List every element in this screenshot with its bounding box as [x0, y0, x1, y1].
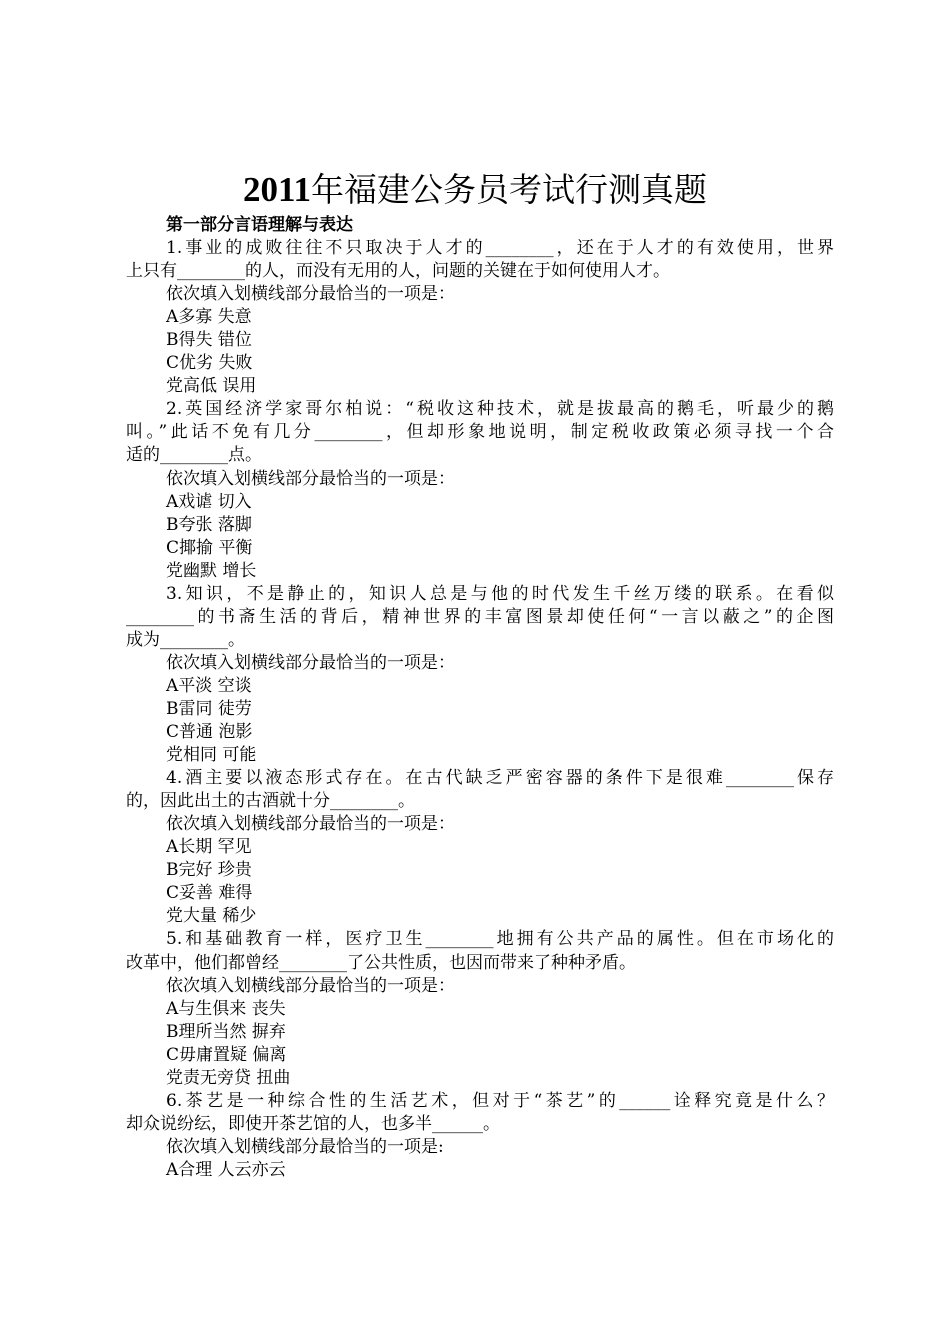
- text-line: 4.酒主要以液态形式存在。在古代缺乏严密容器的条件下是很难________保存: [166, 768, 834, 789]
- text-line: B夸张 落脚: [166, 514, 252, 535]
- title-year: 2011: [242, 170, 312, 209]
- text-line: B得失 错位: [166, 330, 252, 351]
- text-line: 依次填入划横线部分最恰当的一项是：: [166, 468, 455, 489]
- text-line: A与生俱来 丧失: [166, 998, 286, 1019]
- text-line: 依次填入划横线部分最恰当的一项是：: [166, 814, 455, 835]
- title-text: 年福建公务员考试行测真题: [311, 170, 708, 209]
- document-body: [126, 214, 834, 1182]
- text-line: C妥善 难得: [166, 883, 253, 904]
- text-line: A多寡 失意: [166, 307, 252, 328]
- text-line: 依次填入划横线部分最恰当的一项是：: [166, 652, 455, 673]
- text-line: C毋庸置疑 偏离: [166, 1044, 287, 1065]
- text-line: B完好 珍贵: [166, 860, 252, 881]
- section-heading: 第一部分言语理解与表达: [166, 215, 353, 235]
- text-line: 成为________。: [126, 629, 245, 650]
- text-line: 1.事业的成败往往不只取决于人才的________，还在于人才的有效使用，世界: [166, 238, 834, 259]
- text-line: 党幽默 增长: [166, 560, 257, 581]
- text-line: 改革中，他们都曾经________了公共性质，也因而带来了种种矛盾。: [126, 952, 636, 973]
- text-line: 6.茶艺是一种综合性的生活艺术，但对于“茶艺”的______诠释究竟是什么？: [166, 1090, 834, 1111]
- text-line: 5.和基础教育一样，医疗卫生________地拥有公共产品的属性。但在市场化的: [166, 929, 834, 950]
- text-line: A平淡 空谈: [166, 675, 252, 696]
- text-line: 党相同 可能: [166, 745, 257, 766]
- text-line: 叫。”此话不免有几分________，但却形象地说明，制定税收政策必须寻找一个合: [126, 422, 834, 443]
- text-line: B雷同 徒劳: [166, 698, 252, 719]
- text-line: 党高低 误用: [166, 376, 257, 397]
- text-line: 依次填入划横线部分最恰当的一项是:: [166, 1136, 444, 1157]
- text-line: ________的书斋生活的背后，精神世界的丰富图景却使任何“一言以蔽之”的企图: [126, 606, 834, 627]
- text-line: C优劣 失败: [166, 353, 253, 374]
- text-line: 3.知识，不是静止的，知识人总是与他的时代发生千丝万缕的联系。在看似: [166, 583, 834, 604]
- text-line: 依次填入划横线部分最恰当的一项是：: [166, 284, 455, 305]
- text-line: A长期 罕见: [166, 837, 252, 858]
- text-line: A戏谑 切入: [166, 491, 252, 512]
- text-line: 上只有________的人，而没有无用的人，问题的关键在于如何使用人才。: [126, 261, 670, 282]
- text-line: 的，因此出土的古酒就十分________。: [126, 791, 415, 812]
- text-line: B理所当然 摒弃: [166, 1021, 286, 1042]
- document-title: [0, 168, 950, 212]
- text-line: C普通 泡影: [166, 722, 253, 743]
- text-line: A合理 人云亦云: [166, 1159, 286, 1180]
- text-line: 依次填入划横线部分最恰当的一项是：: [166, 975, 455, 996]
- text-line: 却众说纷纭，即使开茶艺馆的人，也多半______。: [126, 1113, 500, 1134]
- text-line: 党大量 稀少: [166, 906, 257, 927]
- text-line: C揶揄 平衡: [166, 537, 253, 558]
- text-line: 党责无旁贷 扭曲: [166, 1067, 291, 1088]
- text-line: 适的________点。: [126, 445, 262, 466]
- text-line: 2.英国经济学家哥尔柏说：“税收这种技术，就是拔最高的鹅毛，听最少的鹅: [166, 399, 834, 420]
